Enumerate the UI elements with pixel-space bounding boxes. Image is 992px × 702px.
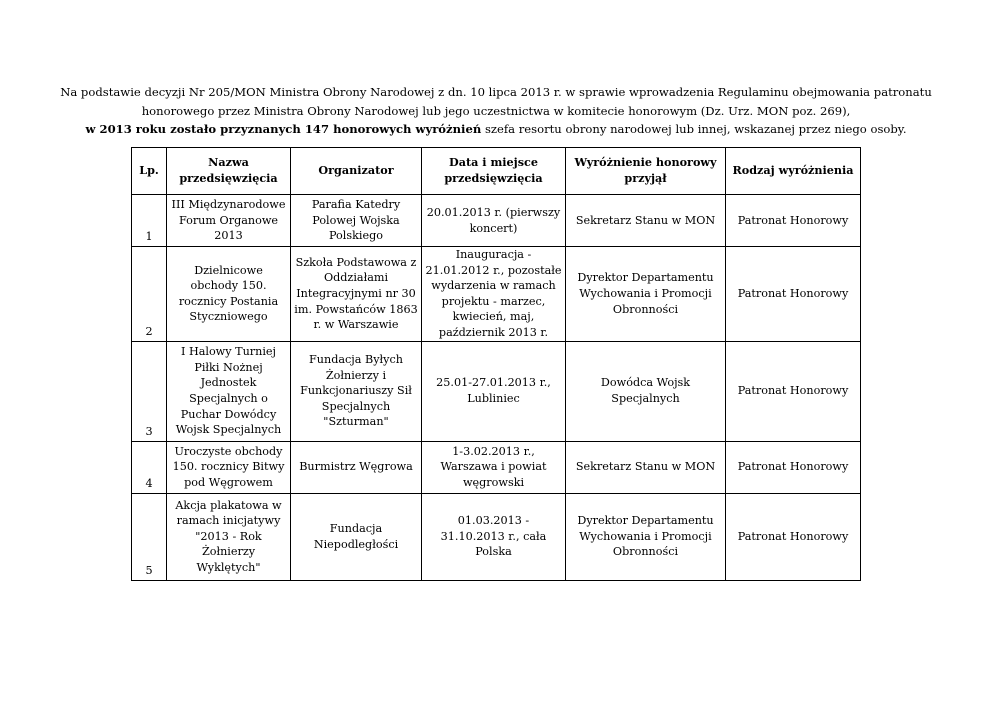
cell-lp: 4 [132, 441, 167, 493]
cell-organizer: Szkoła Podstawowa z Oddziałami Integracyjnymi nr 30 im. Powstańców 1863 r. w Warszawie [291, 247, 422, 342]
table-row [132, 195, 861, 247]
cell-accepted-by: Dowódca Wojsk Specjalnych [566, 341, 726, 441]
cell-accepted-by: Dyrektor Departamentu Wychowania i Promocji Obronności [566, 247, 726, 342]
intro-line-3 [60, 120, 932, 139]
cell-name: III Międzynarodowe Forum Organowe 2013 [167, 195, 291, 247]
intro-line-3-rest: szefa resortu obrony narodowej lub innej, wskazanej przez niego osoby. [481, 122, 907, 136]
cell-type: Patronat Honorowy [726, 493, 861, 580]
cell-name: Dzielnicowe obchody 150. rocznicy Postania Styczniowego [167, 247, 291, 342]
table-row [132, 493, 861, 580]
cell-name: Akcja plakatowa w ramach inicjatywy "2013 - Rok Żołnierzy Wyklętych" [167, 493, 291, 580]
cell-organizer: Parafia Katedry Polowej Wojska Polskiego [291, 195, 422, 247]
table-row [132, 441, 861, 493]
header-accepted-by: Wyróżnienie honorowy przyjął [566, 148, 726, 195]
intro-line-2: honorowego przez Ministra Obrony Narodowej lub jego uczestnictwa w komitecie honorowym (Dz. Urz. MON poz. 269), [141, 103, 851, 118]
cell-organizer: Fundacja Byłych Żołnierzy i Funkcjonariuszy Sił Specjalnych "Szturman" [291, 341, 422, 441]
cell-date-place: 20.01.2013 r. (pierwszy koncert) [422, 195, 566, 247]
header-date-place: Data i miejsce przedsięwzięcia [422, 148, 566, 195]
cell-lp: 3 [132, 341, 167, 441]
intro-text [60, 83, 932, 139]
header-name: Nazwa przedsięwzięcia [167, 148, 291, 195]
cell-accepted-by: Sekretarz Stanu w MON [566, 195, 726, 247]
cell-type: Patronat Honorowy [726, 441, 861, 493]
header-lp: Lp. [132, 148, 167, 195]
header-type: Rodzaj wyróżnienia [726, 148, 861, 195]
cell-accepted-by: Dyrektor Departamentu Wychowania i Promocji Obronności [566, 493, 726, 580]
table-row [132, 341, 861, 441]
cell-name: Uroczyste obchody 150. rocznicy Bitwy pod Węgrowem [167, 441, 291, 493]
cell-date-place: Inauguracja - 21.01.2012 r., pozostałe wydarzenia w ramach projektu - marzec, kwiecień, maj, październik 2013 r. [422, 247, 566, 342]
cell-date-place: 25.01-27.01.2013 r., Lubliniec [422, 341, 566, 441]
cell-type: Patronat Honorowy [726, 341, 861, 441]
intro-line-1: Na podstawie decyzji Nr 205/MON Ministra Obrony Narodowej z dn. 10 lipca 2013 r. w sprawie wprowadzenia Regulaminu obejmowania patronatu [60, 85, 932, 99]
header-organizer: Organizator [291, 148, 422, 195]
table-header-row [132, 148, 861, 195]
cell-organizer: Fundacja Niepodległości [291, 493, 422, 580]
cell-date-place: 01.03.2013 - 31.10.2013 r., cała Polska [422, 493, 566, 580]
cell-date-place: 1-3.02.2013 r., Warszawa i powiat węgrowski [422, 441, 566, 493]
cell-lp: 2 [132, 247, 167, 342]
cell-type: Patronat Honorowy [726, 195, 861, 247]
cell-accepted-by: Sekretarz Stanu w MON [566, 441, 726, 493]
intro-line-3-bold: w 2013 roku zostało przyznanych 147 honorowych wyróżnień [85, 122, 482, 136]
cell-lp: 1 [132, 195, 167, 247]
awards-table [131, 147, 861, 581]
cell-lp: 5 [132, 493, 167, 580]
cell-organizer: Burmistrz Węgrowa [291, 441, 422, 493]
table-row [132, 247, 861, 342]
cell-type: Patronat Honorowy [726, 247, 861, 342]
cell-name: I Halowy Turniej Piłki Nożnej Jednostek Specjalnych o Puchar Dowódcy Wojsk Specjalnych [167, 341, 291, 441]
